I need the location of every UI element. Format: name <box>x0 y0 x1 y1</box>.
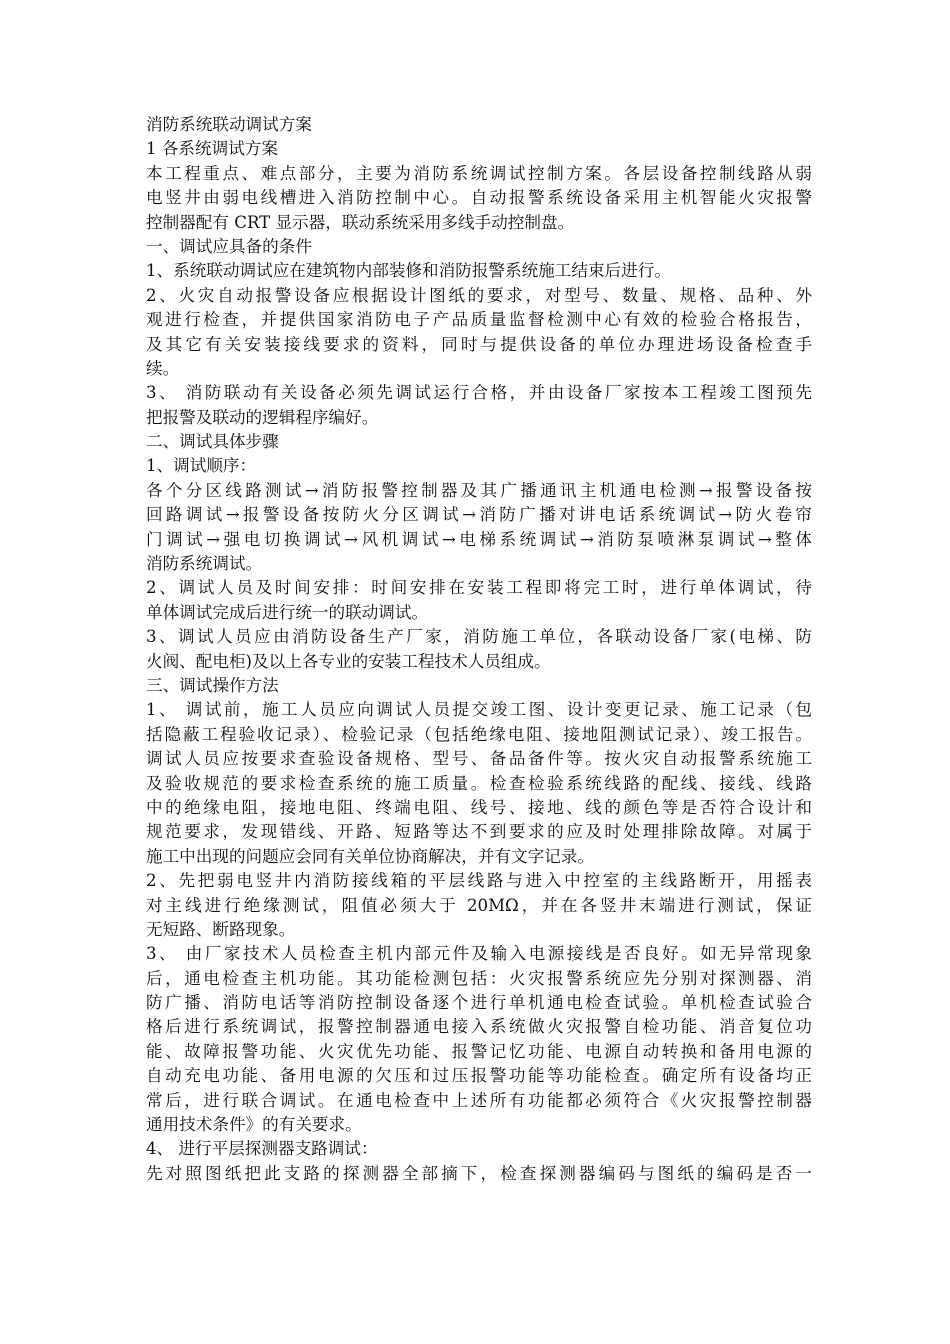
text-line: 通用技术条件》的有关要求。 <box>146 1115 362 1135</box>
text-line: 2、火灾自动报警设备应根据设计图纸的要求，对型号、数量、规格、品种、外 <box>146 285 812 305</box>
text-line: 调试人员应按要求查验设备规格、型号、备品备件等。按火灾自动报警系统施工 <box>146 749 812 769</box>
text-line: 及验收规范的要求检查系统的施工质量。检查检验系统线路的配线、接线、线路 <box>146 773 812 793</box>
text-line: 4、 进行平层探测器支路调试： <box>146 1139 378 1159</box>
text-line: 常后，进行联合调试。在通电检查中上述所有功能都必须符合《火灾报警控制器 <box>146 1090 812 1110</box>
text-line: 规范要求，发现错线、开路、短路等达不到要求的应及时处理排除故障。对属于 <box>146 822 812 842</box>
text-line: 能、故障报警功能、火灾优先功能、报警记忆功能、电源自动转换和备用电源的 <box>146 1041 812 1061</box>
text-line: 1、调试顺序： <box>146 456 257 476</box>
text-line: 格后进行系统调试，报警控制器通电接入系统做火灾报警自检功能、消音复位功 <box>146 1017 812 1037</box>
text-line: 回路调试→报警设备按防火分区调试→消防广播对讲电话系统调试→防火卷帘 <box>146 505 812 525</box>
text-line: 及其它有关安装接线要求的资料，同时与提供设备的单位办理进场设备检查手 <box>146 334 812 354</box>
text-line: 消防系统调试。 <box>146 554 263 574</box>
text-line: 中的绝缘电阻，接地电阻、终端电阻、线号、接地、线的颜色等是否符合设计和 <box>146 797 812 817</box>
text-line: 先对照图纸把此支路的探测器全部摘下，检查探测器编码与图纸的编码是否一 <box>146 1163 812 1183</box>
text-line: 1、 调试前，施工人员应向调试人员提交竣工图、设计变更记录、施工记录（包 <box>146 700 812 720</box>
text-line: 自动充电功能、备用电源的欠压和过压报警功能等功能检查。确定所有设备均正 <box>146 1066 812 1086</box>
text-line: 火阀、配电柜)及以上各专业的安装工程技术人员组成。 <box>146 651 551 671</box>
text-line: 3、调试人员应由消防设备生产厂家，消防施工单位，各联动设备厂家(电梯、防 <box>146 627 812 647</box>
text-line: 把报警及联动的逻辑程序编好。 <box>146 407 379 427</box>
text-line: 控制器配有 CRT 显示器，联动系统采用多线手动控制盘。 <box>146 212 575 232</box>
text-line: 门调试→强电切换调试→风机调试→电梯系统调试→消防泵喷淋泵调试→整体 <box>146 529 812 549</box>
text-line: 二、调试具体步骤 <box>146 432 279 452</box>
text-line: 1 各系统调试方案 <box>146 139 278 159</box>
text-line: 电竖井由弱电线槽进入消防控制中心。自动报警系统设备采用主机智能火灾报警 <box>146 188 812 208</box>
document-body <box>146 113 812 1186</box>
text-line: 3、 由厂家技术人员检查主机内部元件及输入电源接线是否良好。如无异常现象 <box>146 944 812 964</box>
text-line: 防广播、消防电话等消防控制设备逐个进行单机通电检查试验。单机检查试验合 <box>146 993 812 1013</box>
text-line: 三、调试操作方法 <box>146 675 279 695</box>
text-line: 消防系统联动调试方案 <box>146 115 312 134</box>
text-line: 本工程重点、难点部分，主要为消防系统调试控制方案。各层设备控制线路从弱 <box>146 163 812 183</box>
text-line: 一、调试应具备的条件 <box>146 236 312 256</box>
text-line: 2、调试人员及时间安排：时间安排在安装工程即将完工时，进行单体调试，待 <box>146 578 812 598</box>
text-line: 单体调试完成后进行统一的联动调试。 <box>146 602 429 622</box>
text-line: 对主线进行绝缘测试，阻值必须大于 20MΩ，并在各竖井末端进行测试，保证 <box>146 895 812 915</box>
text-line: 无短路、断路现象。 <box>146 919 296 939</box>
text-line: 3、 消防联动有关设备必须先调试运行合格，并由设备厂家按本工程竣工图预先 <box>146 383 812 403</box>
text-line: 各个分区线路测试→消防报警控制器及其广播通讯主机通电检测→报警设备按 <box>146 480 812 500</box>
text-line: 1、系统联动调试应在建筑物内部装修和消防报警系统施工结束后进行。 <box>146 261 671 281</box>
text-line: 括隐蔽工程验收记录）、检验记录（包括绝缘电阻、接地阻测试记录）、竣工报告。 <box>146 724 812 744</box>
text-line: 2、先把弱电竖井内消防接线箱的平层线路与进入中控室的主线路断开，用摇表 <box>146 871 812 891</box>
text-line: 施工中出现的问题应会同有关单位协商解决，并有文字记录。 <box>146 846 595 866</box>
text-line: 后，通电检查主机功能。其功能检测包括：火灾报警系统应先分别对探测器、消 <box>146 968 812 988</box>
text-line: 观进行检查，并提供国家消防电子产品质量监督检测中心有效的检验合格报告， <box>146 310 812 330</box>
text-line: 续。 <box>146 358 180 378</box>
